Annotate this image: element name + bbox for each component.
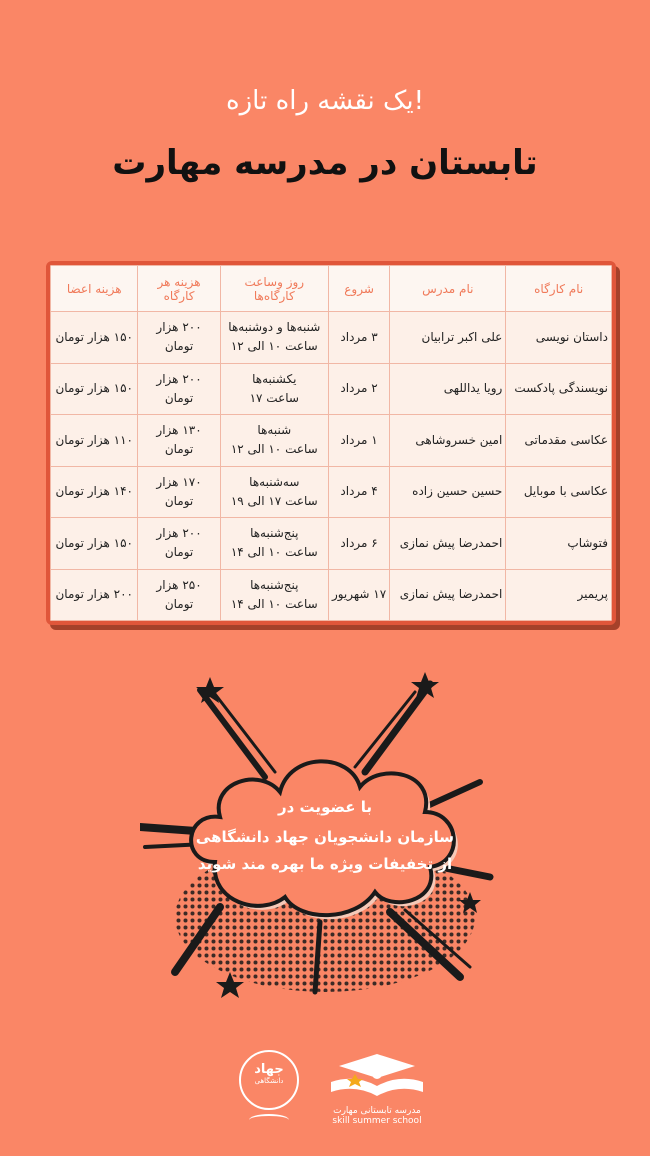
cell-schedule [220,518,328,570]
schedule-time: ساعت ۱۰ الی ۱۲ [230,339,318,354]
graduation-book-icon [325,1052,429,1100]
cell-schedule [220,363,328,415]
cell-schedule [220,415,328,467]
table-row [51,518,612,570]
jahad-logo-text: جهاد [254,1062,284,1077]
cell-start: ۱ مرداد [328,415,389,467]
cell-teacher: علی اکبر ترابیان [390,312,506,364]
cell-schedule [220,466,328,518]
cloud-line-3: از تخفیفات ویژه ما بهره مند شوید [197,855,453,873]
table-row [51,363,612,415]
header-workshop-name: نام کارگاه [506,266,612,312]
page-title: تابستان در مدرسه مهارت [112,143,538,183]
schedule-time: ساعت ۱۰ الی ۱۴ [230,596,318,611]
school-name-fa: مدرسه تابستانی مهارت [333,1106,421,1116]
cell-schedule [220,569,328,621]
subtitle: یک نقشه راه تازه! [226,86,424,116]
cell-member-fee: ۱۵۰ هزار تومان [51,363,138,415]
cell-start: ۴ مرداد [328,466,389,518]
schedule-day: شنبه‌ها [257,423,292,438]
workshop-table [46,261,616,625]
table-header-row [51,266,612,312]
table-row [51,312,612,364]
schedule-day: پنج‌شنبه‌ها [250,526,299,541]
cell-workshop-name: داستان نویسی [506,312,612,364]
cell-fee: ۲۵۰ هزار تومان [138,569,220,621]
schedule-time: ساعت ۱۷ [249,390,299,405]
header-start: شروع [328,266,389,312]
schedule-time: ساعت ۱۰ الی ۱۴ [230,545,318,560]
cell-teacher: رویا یداللهی [390,363,506,415]
cell-fee: ۱۳۰ هزار تومان [138,415,220,467]
table-row [51,415,612,467]
cell-fee: ۲۰۰ هزار تومان [138,363,220,415]
cell-member-fee: ۱۵۰ هزار تومان [51,312,138,364]
skill-summer-school-logo [325,1052,429,1136]
jahad-logo-base [249,1114,289,1126]
cloud-line-2: سازمان دانشجویان جهاد دانشگاهی [195,828,455,846]
jahad-seal [239,1050,299,1110]
cell-fee: ۱۷۰ هزار تومان [138,466,220,518]
cell-workshop-name: عکاسی با موبایل [506,466,612,518]
cell-start: ۶ مرداد [328,518,389,570]
schedule-time: ساعت ۱۷ الی ۱۹ [230,493,318,508]
cell-member-fee: ۲۰۰ هزار تومان [51,569,138,621]
cell-workshop-name: نویسندگی پادکست [506,363,612,415]
cell-workshop-name: عکاسی مقدماتی [506,415,612,467]
header-schedule: روز وساعت کارگاه‌ها [220,266,328,312]
schedule-day: پنج‌شنبه‌ها [250,577,299,592]
jahad-logo-subtext: دانشگاهی [254,1077,284,1085]
cell-schedule [220,312,328,364]
cell-teacher: امین خسروشاهی [390,415,506,467]
cell-teacher: احمدرضا پیش نمازی [390,569,506,621]
header-teacher: نام مدرس [390,266,506,312]
schedule-day: شنبه‌ها و دوشنبه‌ها [228,320,321,335]
cell-workshop-name: فتوشاپ [506,518,612,570]
header-fee: هزینه هر کارگاه [138,266,220,312]
schedule-day: سه‌شنبه‌ها [249,474,300,489]
cell-member-fee: ۱۵۰ هزار تومان [51,518,138,570]
schedule-day: یکشنبه‌ها [252,371,297,386]
cell-workshop-name: پریمیر [506,569,612,621]
schedule-time: ساعت ۱۰ الی ۱۲ [230,442,318,457]
cell-start: ۱۷ شهریور [328,569,389,621]
cell-teacher: حسین حسین زاده [390,466,506,518]
school-name-en: skill summer school [332,1116,422,1126]
table-row [51,569,612,621]
cell-teacher: احمدرضا پیش نمازی [390,518,506,570]
cell-start: ۲ مرداد [328,363,389,415]
cell-fee: ۲۰۰ هزار تومان [138,312,220,364]
header-member-fee: هزینه اعضا [51,266,138,312]
cell-start: ۳ مرداد [328,312,389,364]
jahad-daneshgahi-logo [238,1050,300,1136]
cell-member-fee: ۱۴۰ هزار تومان [51,466,138,518]
cell-fee: ۲۰۰ هزار تومان [138,518,220,570]
cloud-line-1: با عضویت در [278,798,372,816]
cell-member-fee: ۱۱۰ هزار تومان [51,415,138,467]
table-row [51,466,612,518]
